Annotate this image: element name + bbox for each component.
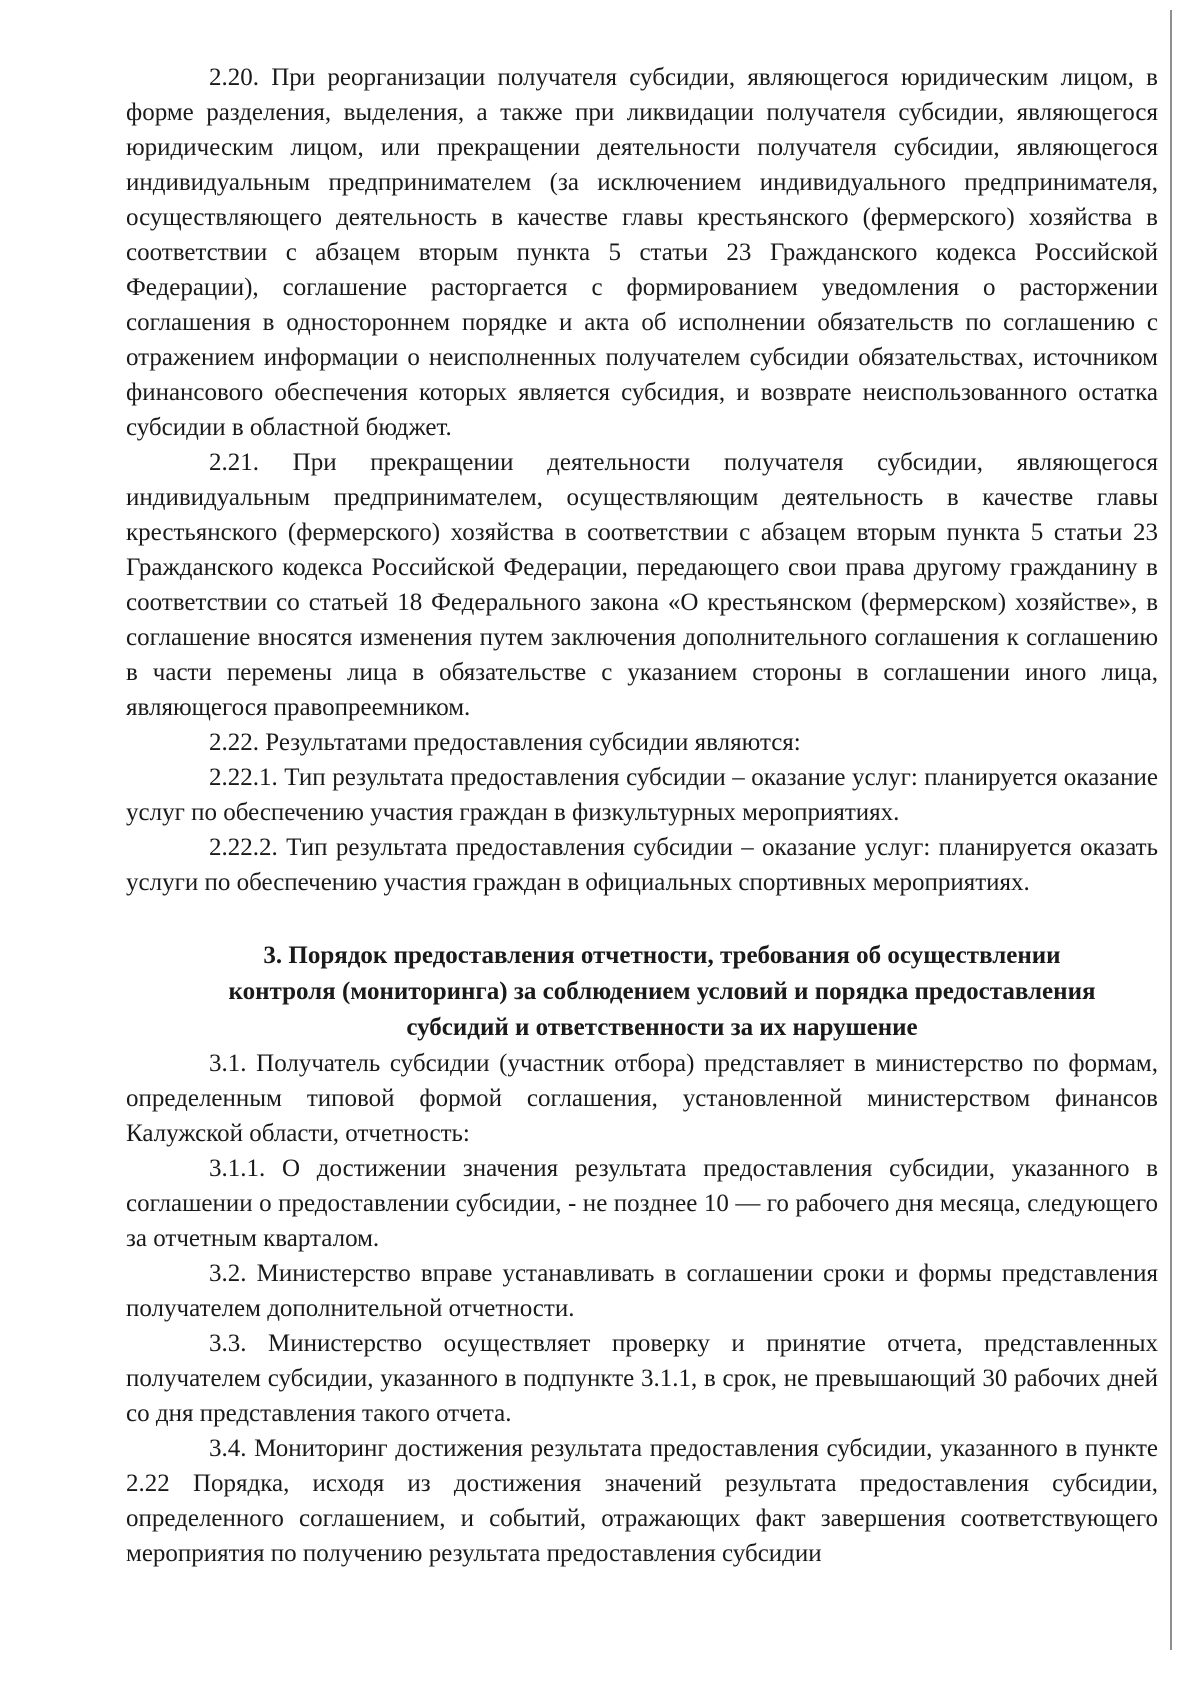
section-title-line: субсидий и ответственности за их нарушение [406, 1014, 918, 1041]
section-title-line: 3. Порядок предоставления отчетности, требования об осуществлении [263, 942, 1061, 969]
paragraph-2-22-2: 2.22.2. Тип результата предоставления субсидии – оказание услуг: планируется оказать услуги по обеспечению участия граждан в официальных спортивных мероприятиях. [126, 834, 1158, 896]
paragraph-2-21: 2.21. При прекращении деятельности получателя субсидии, являющегося индивидуальным предпринимателем, осуществляющим деятельность в качестве главы крестьянского (фермерского) хозяйства в соответствии с абзацем вторым пункта 5 статьи 23 Гражданского кодекса Российской Федерации, передающего свои права другому гражданину в соответствии со статьей 18 Федерального закона «О крестьянском (фермерском) хозяйстве», в соглашение вносятся изменения путем заключения дополнительного соглашения к соглашению в части перемены лица в обязательстве с указанием стороны в соглашении иного лица, являющегося правопреемником. [126, 449, 1158, 721]
paragraph-2-22-1: 2.22.1. Тип результата предоставления субсидии – оказание услуг: планируется оказание услуг по обеспечению участия граждан в физкультурных мероприятиях. [126, 764, 1158, 826]
paragraph-2-22: 2.22. Результатами предоставления субсидии являются: [209, 729, 801, 756]
paragraph-2-20: 2.20. При реорганизации получателя субсидии, являющегося юридическим лицом, в форме разделения, выделения, а также при ликвидации получателя субсидии, являющегося юридическим лицом, или прекращении деятельности получателя субсидии, являющегося индивидуальным предпринимателем (за исключением индивидуального предпринимателя, осуществляющего деятельность в качестве главы крестьянского (фермерского) хозяйства в соответствии с абзацем вторым пункта 5 статьи 23 Гражданского кодекса Российской Федерации), соглашение расторгается с формированием уведомления о расторжении соглашения в одностороннем порядке и акта об исполнении обязательств по соглашению с отражением информации о неисполненных получателем субсидии обязательствах, источником финансового обеспечения которых является субсидия, и возврате неиспользованного остатка субсидии в областной бюджет. [126, 64, 1158, 441]
section-3-heading [126, 938, 1158, 1046]
paragraph-3-2: 3.2. Министерство вправе устанавливать в соглашении сроки и формы представления получателем дополнительной отчетности. [126, 1260, 1158, 1322]
scan-edge-line [1170, 10, 1172, 1650]
paragraph-3-1-1: 3.1.1. О достижении значения результата предоставления субсидии, указанного в соглашении о предоставлении субсидии, - не позднее 10 — го рабочего дня месяца, следующего за отчетным кварталом. [126, 1155, 1158, 1252]
document-page [126, 60, 1158, 1571]
section-title-line: контроля (мониторинга) за соблюдением условий и порядка предоставления [228, 978, 1096, 1005]
paragraph-3-3: 3.3. Министерство осуществляет проверку и принятие отчета, представленных получателем субсидии, указанного в подпункте 3.1.1, в срок, не превышающий 30 рабочих дней со дня представления такого отчета. [126, 1330, 1158, 1427]
paragraph-3-4: 3.4. Мониторинг достижения результата предоставления субсидии, указанного в пункте 2.22 Порядка, исходя из достижения значений результата предоставления субсидии, определенного соглашением, и событий, отражающих факт завершения соответствующего мероприятия по получению результата предоставления субсидии [126, 1435, 1158, 1567]
section-gap [126, 900, 1158, 938]
paragraph-3-1: 3.1. Получатель субсидии (участник отбора) представляет в министерство по формам, определенным типовой формой соглашения, установленной министерством финансов Калужской области, отчетность: [126, 1050, 1158, 1147]
